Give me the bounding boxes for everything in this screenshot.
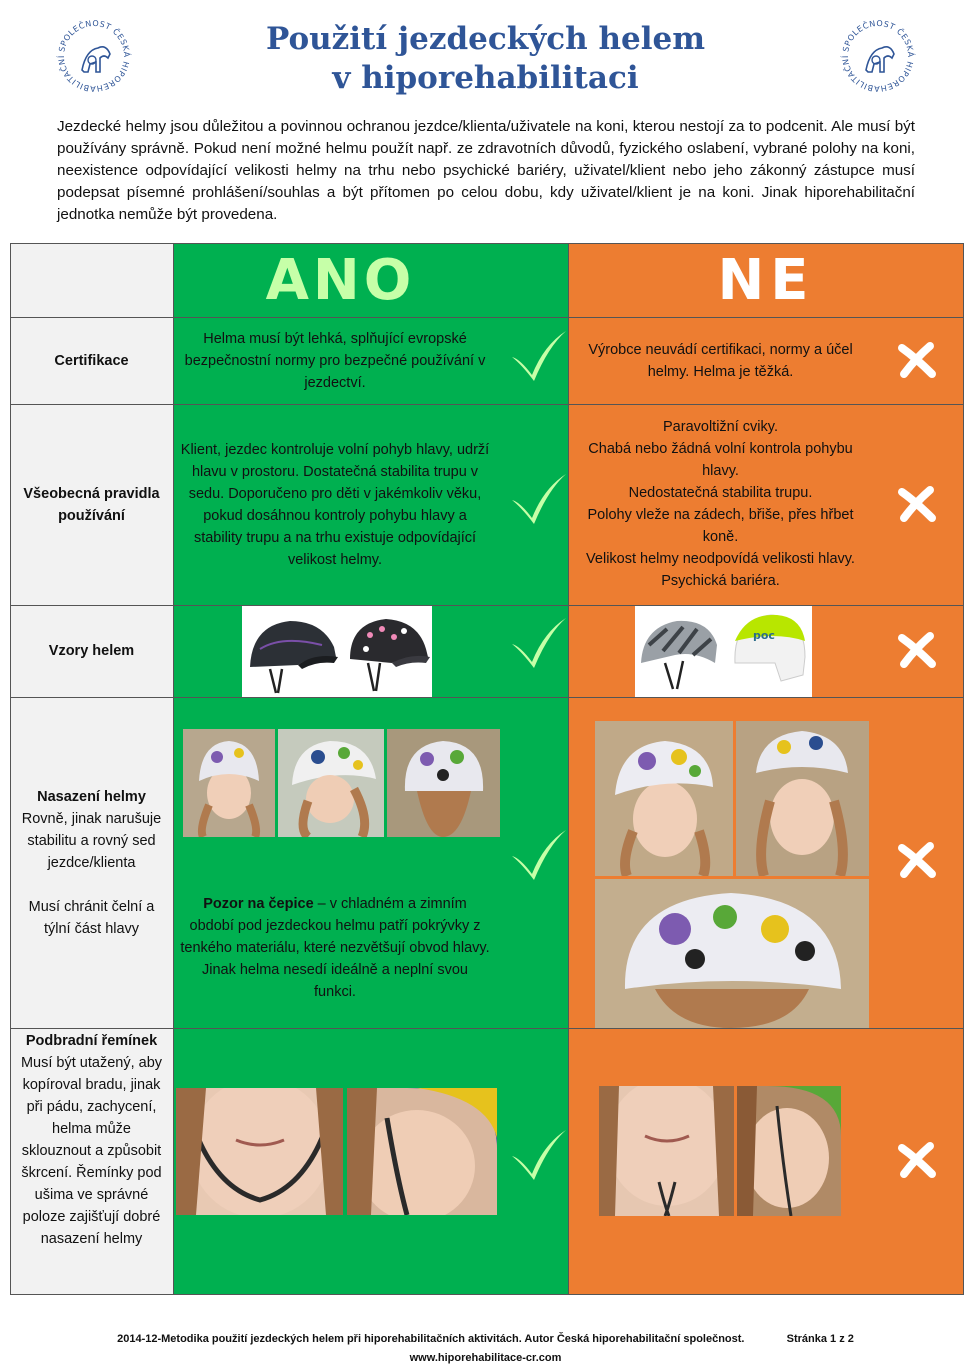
- photo-chinstrap-front-yes: [176, 1088, 343, 1215]
- photo-chinstrap-side-yes: [347, 1088, 497, 1215]
- cross-icon: [896, 1140, 938, 1180]
- helmet-samples-no: [635, 605, 812, 697]
- table-divider: [10, 404, 964, 405]
- svg-text:SPOLEČNOST ČESKÁ HIPOREHABILIT: SPOLEČNOST ČESKÁ HIPOREHABILITAČNÍ: [56, 18, 132, 94]
- check-icon: [508, 614, 570, 670]
- row-label-certifikace: Certifikace: [10, 317, 173, 404]
- table-border-top: [10, 243, 964, 244]
- table-border-bottom: [10, 1294, 964, 1295]
- photo-helmet-tilted-no-2: [736, 721, 869, 876]
- title-line-2: v hiporehabilitaci: [332, 60, 639, 96]
- table-divider: [10, 605, 964, 606]
- photo-helmet-side-yes: [278, 729, 384, 837]
- row-label-reminek: Podbradní řemínek Musí být utažený, aby kopíroval bradu, jinak při pádu, zachycení, helma může sklouznout a způsobit škrcení. Řemínky pod ušima ve správné poloze zajišťují dobré nasazení helmy: [10, 1028, 173, 1295]
- photo-chinstrap-side-no: [737, 1086, 841, 1216]
- helmet-samples-yes: [242, 605, 432, 697]
- table-divider: [10, 1028, 964, 1029]
- table-divider: [10, 317, 964, 318]
- table-column-divider: [568, 243, 569, 1295]
- header-label-cell: [10, 243, 173, 317]
- pravidla-yes-text: Klient, jezdec kontroluje volní pohyb hlavy, udrží hlavu v prostoru. Dostatečná stabilita trupu v sedu. Doporučeno pro děti v jakémkoliv věku, pokud dosáhnou kontroly pohybu hlavy a stability trupu a na trhu existuje odpovídající velikost helmy.: [180, 442, 490, 568]
- footer-url[interactable]: www.hiporehabilitace-cr.com: [409, 1352, 562, 1364]
- photo-helmet-back-yes: [387, 729, 500, 837]
- riding-helmet-black: [250, 621, 338, 693]
- row-label-vzory: Vzory helem: [10, 605, 173, 697]
- row-label-pravidla: Všeobecná pravidla používání: [10, 404, 173, 605]
- intro-paragraph: Jezdecké helmy jsou důležitou a povinnou ochranou jezdce/klienta/uživatele na koni, kterou nestojí za to podcenit. Ale musí být používány správně. Pokud není možné helmu použít např. ze zdravotních důvodů, fyzického oslabení, vybrané polohy na koni, neexistence odpovídající velikosti helmy na trhu nebo psychické bariéry, uživatel/klient nebo jeho zákonný zástupce musí podepsat písemné prohlášení/souhlas a být přítomen po celou dobu, kdy uživatel/klient je na koni. Jinak hiporehabilitační jednotka nemůže být provedena.: [57, 118, 915, 223]
- photo-helmet-back-no: [595, 879, 869, 1028]
- pravidla-no-text: Paravoltižní cviky. Chabá nebo žádná volní kontrola pohybu hlavy. Nedostatečná stabilita trupu. Polohy vleže na zádech, břiše, přes hřbet koně. Velikost helmy neodpovídá velikosti hlavy. Psychická bariéra.: [586, 419, 855, 589]
- footer-citation: 2014-12-Metodika použití jezdeckých helem při hiporehabilitačních aktivitách. Autor Česká hiporehabilitační společnost.: [117, 1333, 745, 1345]
- nasazeni-yes-text: Pozor na čepice – v chladném a zimním období pod jezdeckou helmu patří pokrývky z tenkého materiálu, které nezvětšují obvod hlavy. Jinak helma nesedí ideálně a neplní svou funkci.: [180, 896, 490, 1000]
- header-ne: NE: [717, 248, 815, 313]
- photo-helmet-tilted-no-1: [595, 721, 733, 876]
- certifikace-no-text: Výrobce neuvádí certifikaci, normy a účel helmy. Helma je těžká.: [588, 342, 853, 380]
- row-label-nasazeni: Nasazení helmy Rovně, jinak narušuje stabilitu a rovný sed jezdce/klienta Musí chránit čelní a týlní část hlavy: [10, 697, 173, 1028]
- header-ano: ANO: [265, 248, 416, 313]
- check-icon: [508, 826, 570, 882]
- table-column-divider: [173, 243, 174, 1295]
- check-icon: [508, 327, 570, 383]
- page-title: [0, 20, 971, 98]
- svg-text:SPOLEČNOST ČESKÁ HIPOREHABILIT: SPOLEČNOST ČESKÁ HIPOREHABILITAČNÍ: [840, 18, 916, 94]
- riding-helmet-pink-dots: [350, 619, 430, 691]
- certifikace-yes-text: Helma musí být lehká, splňující evropské bezpečnostní normy pro bezpečné používání v jezdectví.: [184, 331, 486, 391]
- ski-helmet-lime: [735, 615, 805, 681]
- table-border-left: [10, 243, 11, 1295]
- table-border-right: [963, 243, 964, 1295]
- bike-helmet-grey: [641, 621, 717, 689]
- check-icon: [508, 1126, 570, 1182]
- cross-icon: [896, 630, 938, 670]
- footer-line: [0, 1333, 971, 1345]
- cross-icon: [896, 840, 938, 880]
- title-line-1: Použití jezdeckých helem: [265, 21, 706, 57]
- photo-helmet-front-yes: [183, 729, 275, 837]
- photo-chinstrap-front-no: [599, 1086, 734, 1216]
- footer-page-number: Stránka 1 z 2: [786, 1333, 854, 1345]
- cross-icon: [896, 484, 938, 524]
- cross-icon: [896, 340, 938, 380]
- table-divider: [10, 697, 964, 698]
- check-icon: [508, 470, 570, 526]
- svg-text:poc: poc: [753, 629, 775, 642]
